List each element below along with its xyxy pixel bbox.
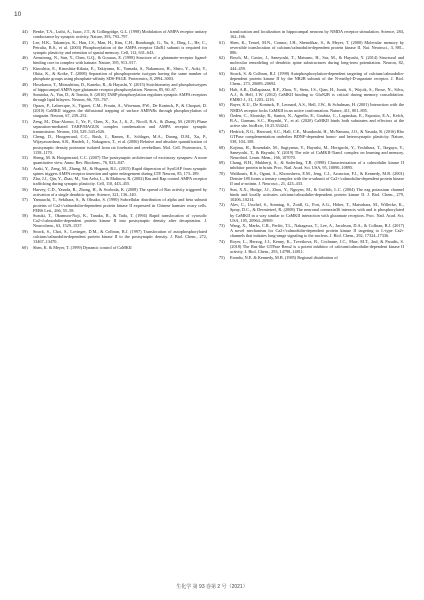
reference-text: Harvey, C.D., Yasuda, R., Zhong, H., & Svoboda, K. (2008) The spread of Ras activity triggered by activation of a single dendritic spine. Science, 321, 136–140. [33, 186, 207, 197]
reference-number: 50) [22, 102, 28, 108]
reference-columns [22, 29, 404, 559]
reference-number: 56) [22, 186, 28, 192]
reference-text: Kojima, H., Rosendale, M., Sugiyama, Y., Hayashi, M., Horiguchi, Y., Yoshihara, T., Ikegaya, Y., Saneyoshi, T., & Hayashi, Y. (2019) The role of CaMKII-Tiam1 complex on learning and memory. Neurobiol. Learn. Mem., 166, 107070. [230, 144, 404, 160]
reference-number: 48) [22, 81, 28, 87]
reference-number: 73) [219, 223, 225, 229]
reference-entry [22, 40, 207, 55]
reference-entry [22, 176, 207, 186]
reference-entry [219, 71, 404, 86]
reference-text: Zhu, J.J., Qin, Y., Zhao, M., Van Aelst, L., & Malinow, R. (2002) Ras and Rap control AMPA receptor trafficking during synaptic plasticity. Cell, 110, 443–455. [33, 176, 207, 187]
reference-number: 45) [22, 39, 28, 45]
reference-text: translocation and localization in hippocampal neurons by NMDA receptor stimulation. Science, 284, 162–166. [230, 29, 404, 40]
page-number: 10 [14, 11, 22, 18]
reference-entry [22, 66, 207, 81]
reference-entry [219, 160, 404, 170]
reference-entry [219, 223, 404, 238]
reference-entry [22, 187, 207, 197]
reference-number: 44) [22, 29, 28, 34]
reference-text: Strack, S. & Colbran, R.J. (1998) Autophosphorylation-dependent targeting of calcium/calmodulin-dependent protein kinase II by the NR2B subunit of the N-methyl-D-aspartate receptor. J. Biol. Chem., 273, 20689–20692. [230, 71, 404, 87]
reference-text: Shen, K., Teruel, M.N., Connor, J.H., Shenolikar, S., & Meyer, T. (2000) Molecular memory by reversible translocation of calcium/calmodulin-dependent protein kinase II. Nat. Neurosci., 3, 881–886. [230, 39, 404, 55]
reference-number [219, 29, 230, 39]
reference-text: Sun, X.X., Hodge, J.J., Zhou, Y., Nguyen, M., & Griffith, L.C. (2004) The eag potassium channel binds and locally activates calcium/calmodulin-dependent protein kinase II. J. Biol. Chem., 279, 10206–10214. [230, 186, 404, 202]
reference-entry [22, 134, 207, 155]
reference-text: Alev, C., Urschel, S., Sonntag, S., Zoidl, G., Fort, A.G., Höher, T., Matsubara, M., Willecke, K., Spray, D.C., & Dermietzel, R. (2008) The neuronal connexin36 interacts with and is phosphorylated by CaMKII in a way similar to CaMKII interaction with glutamate receptors. Proc. Natl. Acad. Sci. USA, 105, 20964–20969. [230, 202, 404, 223]
reference-entry [219, 145, 404, 160]
reference-number: 54) [22, 165, 28, 171]
reference-entry [22, 55, 207, 65]
reference-entry [219, 239, 404, 254]
reference-text: Benke, T.A., Luthi, A., Isaac, J.T., & Collingridge, G.L. (1998) Modulation of AMPA receptor unitary conductance by synaptic activity. Nature, 393, 793–797. [33, 29, 207, 40]
reference-entry [219, 113, 404, 128]
reference-number: 70) [219, 170, 225, 176]
reference-number: 69) [219, 160, 225, 166]
reference-text: Araki, Y., Zeng, M., Zhang, M., & Huganir, R.L. (2015) Rapid dispersion of SynGAP from synaptic spines triggers AMPA receptor insertion and spine enlargement during LTP. Neuron, 85, 173–189. [33, 165, 207, 176]
reference-text: Bosch, M., Castro, J., Saneyoshi, T., Matsuno, H., Sur, M., & Hayashi, Y. (2014) Structural and molecular remodeling of dendritic spine substructures during long-term potentiation. Neuron, 82, 444–459. [230, 55, 404, 71]
reference-entry [22, 92, 207, 102]
reference-number: 64) [219, 86, 225, 92]
reference-text: Zeng, M., Díaz-Alonso, J., Ye, F., Chen, X., Xu, J., Ji, Z., Nicoll, R.A., & Zhang, M. (2019) Phase separation-mediated TARP/MAGUK complex condensation and AMPA receptor synaptic transmission. Neuron, 104, 529–543.e526. [33, 118, 207, 134]
reference-entry [219, 129, 404, 144]
left-reference-column [22, 29, 207, 559]
reference-number: 72) [219, 202, 225, 208]
reference-number: 53) [22, 155, 28, 161]
reference-text: Suzuki, T., Okumura-Noji, K., Tanaka, R., & Tada, T. (1994) Rapid translocation of cytosolic Ca2+/calmodulin-dependent protein kinase II into postsynaptic density after decapitation. J. Neurochem., 63, 1529–1537. [33, 213, 207, 229]
reference-text: Halt, A.R., Dallapiazza, R.F., Zhou, Y., Stein, I.S., Qian, H., Juntti, S., Wojcik, S., Brose, N., Silva, A.J., & Hell, J.W. (2012) CaMKII binding to GluN2B is critical during memory consolidation. EMBO J., 31, 1203–1216. [230, 86, 404, 102]
reference-text: Chang, B.H., Mukherji, S., & Soderling, T.R. (1998) Characterization of a calmodulin kinase II inhibitor protein in brain. Proc. Natl. Acad. Sci. USA, 95, 10890–10895. [230, 160, 404, 171]
reference-entry [219, 40, 404, 55]
reference-entry [219, 202, 404, 223]
reference-number: 47) [22, 65, 28, 71]
reference-text: Sumioka, A., Yan, D., & Tomita, S. (2010) TARP phosphorylation regulates synaptic AMPA receptors through lipid bilayers. Neuron, 66, 755–767. [33, 92, 207, 103]
reference-entry [219, 255, 404, 260]
reference-entry [22, 166, 207, 176]
reference-text: Armstrong, N., Sun, Y., Chen, G.Q., & Gouaux, E. (1998) Structure of a glutamate-receptor ligand-binding core in complex with kainate. Nature, 395, 913–917. [33, 55, 207, 66]
reference-entry [219, 29, 404, 39]
reference-number: 66) [219, 113, 225, 119]
reference-text: Sheng, M. & Hoogenraad, C.C. (2007) The postsynaptic architecture of excitatory synapses: A more quantitative view. Annu. Rev. Biochem., 76, 823–847. [33, 155, 207, 166]
reference-entry [22, 29, 207, 39]
reference-entry [22, 229, 207, 244]
reference-number: 51) [22, 118, 28, 124]
reference-text: Opazo, P., Labrecque, S., Tigaret, C.M., Frouin, A., Wiseman, P.W., De Koninck, P., & Choquet, D. (2010) CaMKII triggers the diffusional trapping of surface AMPARs through phosphorylation of stargazin. Neuron, 67, 239–252. [33, 102, 207, 119]
reference-entry [22, 213, 207, 228]
reference-entry [22, 103, 207, 118]
reference-number: 55) [22, 176, 28, 182]
reference-entry [22, 197, 207, 212]
reference-text: Strack, S., Choi, S., Lovinger, D.M., & Colbran, R.J. (1997) Translocation of autophosphorylated calcium/calmodulin-dependent protein kinase II to the postsynaptic density. J. Biol. Chem., 272, 13467–13470. [33, 228, 207, 245]
reference-entry [219, 87, 404, 102]
reference-text: Yamauchi, T., Sekihara, S., & Ohsako, S. (1990) Subcellular distribution of alpha and beta subunit proteins of Ca2+/calmodulin-dependent protein kinase II expressed in Chinese hamster ovary cells. FEBS Lett., 266, 55–58. [33, 197, 207, 213]
reference-entry [219, 171, 404, 186]
reference-number: 61) [219, 39, 225, 45]
reference-number: 74) [219, 238, 225, 244]
reference-number: 59) [22, 228, 28, 234]
reference-number: 58) [22, 213, 28, 219]
reference-number: 75) [219, 254, 225, 260]
reference-text: Wang, X., Marks, C.R., Perfitt, T.L., Nakagawa, T., Lee, A., Jacobson, D.A., & Colbran, R.J. (2017) A novel mechanism for Ca2+/calmodulin-dependent protein kinase II targeting to L-type Ca2+ channels that initiates long-range signaling to the nucleus. J. Biol. Chem., 292, 17324–17336. [230, 223, 404, 239]
reference-number: 63) [219, 71, 225, 77]
reference-number: 57) [22, 197, 28, 203]
reference-text: Bayer, K.U., De Koninck, P., Leonard, A.S., Hell, J.W., & Schulman, H. (2001) Interaction with the NMDA receptor locks CaMKII in an active conformation. Nature, 411, 801–805. [230, 102, 404, 113]
reference-text: Özden, C., Sloutsky, R., Santos, N., Agnello, E., Gaubitz, C., Lapinskas, E., Esposito, E.A., Kelch, B.A., Garman, S.C., Hayashi, Y., et al. (2020) CaMKII binds both substrates and effectors at the active site. bioRxiv, 10.25.354241. [230, 113, 404, 129]
reference-entry [22, 155, 207, 165]
reference-number: 52) [22, 134, 28, 140]
reference-entry [22, 119, 207, 134]
reference-entry [219, 55, 404, 70]
reference-number: 67) [219, 128, 225, 134]
reference-entry [22, 82, 207, 92]
reference-number: 62) [219, 55, 225, 61]
reference-text: Hedrick, N.G., Harward, S.C., Hall, C.E., Murakoshi, H., McNamara, J.O., & Yasuda, R. (2016) Rho GTPase complementation underlies BDNF-dependent homo- and heterosynaptic plasticity. Nature, 538, 104–108. [230, 128, 404, 145]
reference-text: Royer, L., Herzog, J.J., Kenny, K., Tzvetkova, B., Cochrane, J.C., Marr, M.T., 2nd, & Paradis, S. (2018) The Ras-like GTPase Rem2 is a potent inhibitor of calcium/calmodulin-dependent kinase II activity. J. Biol. Chem., 293, 14798–14811. [230, 238, 404, 255]
reference-text: Erondu, N.E. & Kennedy, M.B. (1985) Regional distribution of [230, 254, 338, 260]
reference-text: Kinoshita, E., Kinoshita-Kikuta, E., Takiyama, K., Yamada, S., Nakamura, H., Shiro, Y., Aoki, Y., Okita, K., & Koike, T. (2008) Separation of phosphoprotein isotypes having the same number of phosphate groups using phosphate-affinity SDS-PAGE. Proteomics, 8, 2994–3003. [33, 65, 207, 82]
reference-number: 49) [22, 92, 28, 98]
reference-number: 46) [22, 55, 28, 61]
journal-footer: 生化学 第 93 巻第 2 号（2021） [176, 584, 248, 590]
reference-number: 60) [22, 244, 28, 250]
reference-entry [219, 102, 404, 112]
reference-text: Cheng, D., Hoogenraad, C.C., Rush, J., Ramm, E., Schlager, M.A., Duong, D.M., Xu, P., Wijayawardana, S.R., Hanfelt, J., Nakagawa, T., et al. (2006) Relative and absolute quantification of postsynaptic density proteome isolated from rat forebrain and cerebellum. Mol. Cell. Proteomics, 5, 1158–1170. [33, 134, 207, 155]
reference-number: 71) [219, 186, 225, 192]
reference-text: Hosokawa, T., Mitsushima, D., Kaneko, R., & Hayashi, Y. (2015) Stoichiometry and phosphoisotypes of hippocampal AMPA type glutamate receptor phosphorylation. Neuron, 85, 60–67. [33, 81, 207, 92]
reference-number: 68) [219, 144, 225, 150]
reference-number: 65) [219, 102, 225, 108]
reference-entry [219, 187, 404, 202]
right-reference-column [219, 29, 404, 559]
reference-text: Shen, K. & Meyer, T. (1999) Dynamic control of CaMKII [33, 244, 132, 250]
reference-entry [22, 245, 207, 250]
reference-text: Lee, H.K., Takamiya, K., Han, J.S., Man, H., Kim, C.H., Rumbaugh, G., Yu, S., Ding, L., He, C., Petralia, R.S., et al. (2003) Phosphorylation of the AMPA receptor GluR1 subunit is required for synaptic plasticity and retention of spatial memory. Cell, 112, 631–643. [33, 39, 207, 55]
reference-text: Walikonis, R.S., Oguni, A., Khorosheva, E.M., Jeng, C.J., Asuncion, F.J., & Kennedy, M.B. (2001) Densin-180 forms a ternary complex with the α-subunit of Ca2+/calmodulin-dependent protein kinase II and α-actinin. J. Neurosci., 21, 423–433. [230, 170, 404, 187]
